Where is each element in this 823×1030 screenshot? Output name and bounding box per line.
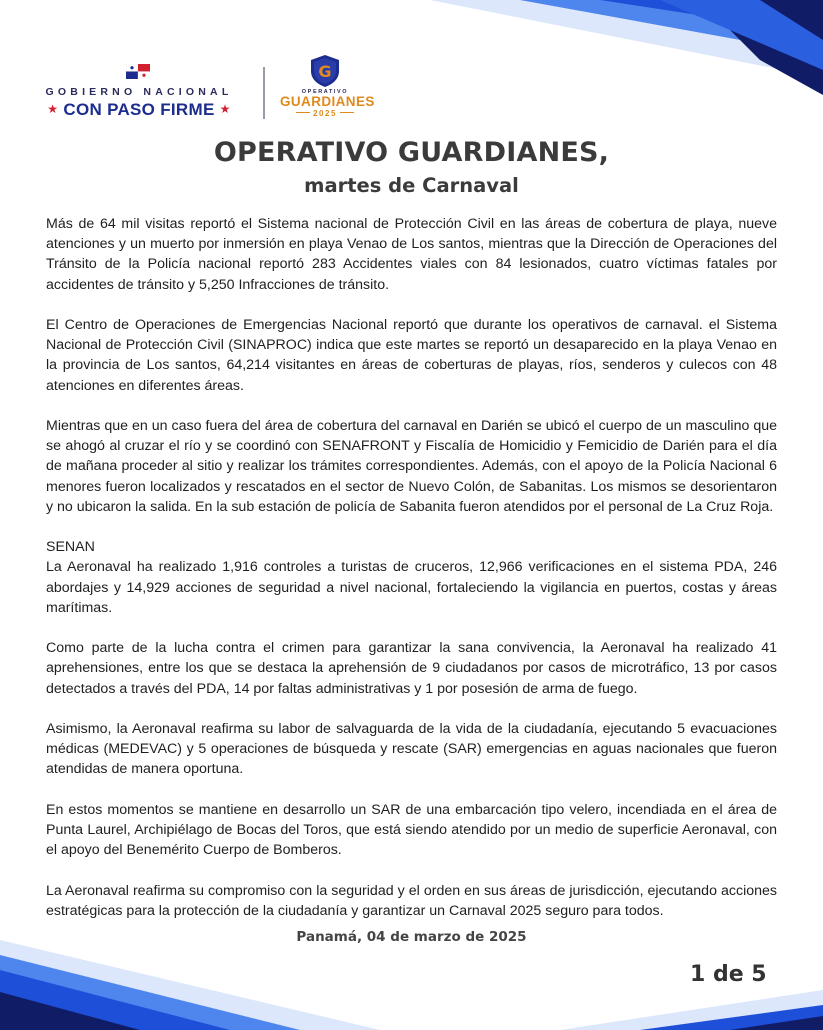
paragraph: Mientras que en un caso fuera del área de cobertura del carnaval en Darién se ubicó el cuerpo de un masculino que se ahogó al cruzar el río y se coordinó con SENAFRONT y Fiscalía de Homicidio y Femicidio de Darién para el día de mañana proceder al sitio y realizar los trámites correspondientes. Además, con el apoyo de la Policía Nacional 6 menores fueron localizados y rescatados en el sector de Nuevo Colón, de Sabanitas. Los mismos se desorientaron y no ubicaron la salida. En la sub estación de policía de Sabanita fueron atendidos por el personal de La Cruz Roja. bbox=[46, 418, 777, 515]
document-body bbox=[46, 214, 777, 941]
shield-icon bbox=[308, 54, 342, 88]
paragraph: El Centro de Operaciones de Emergencias Nacional reportó que durante los operativos de carnaval. el Sistema Nacional de Protección Civil (SINAPROC) indica que este martes se reportó un desaparecido en la playa Venao en la provincia de Los santos, 64,214 visitantes en áreas de coberturas de playas, ríos, senderos y culecos con 48 atenciones en diferentes áreas. bbox=[46, 317, 777, 394]
document-title: OPERATIVO GUARDIANES, bbox=[213, 137, 610, 168]
header bbox=[0, 0, 823, 140]
paragraph: La Aeronaval reafirma su compromiso con la seguridad y el orden en sus áreas de jurisdicción, ejecutando acciones estratégicas para la protección de la ciudadanía y garantizar un Carnaval 2025 seguro para todos. bbox=[46, 882, 777, 919]
gov-line1: GOBIERNO NACIONAL bbox=[45, 86, 233, 98]
page-number: 1 de 5 bbox=[690, 962, 767, 987]
svg-text:G: G bbox=[318, 62, 332, 81]
panama-flag-icon bbox=[126, 64, 150, 79]
paragraph: Asimismo, la Aeronaval reafirma su labor de salvaguarda de la vida de la ciudadanía, ejecutando 5 evacuaciones médicas (MEDEVAC) y 5 operaciones de búsqueda y rescate (SAR) emergencias en aguas nacionales que fueron atendidas de manera oportuna. bbox=[46, 721, 777, 778]
gov-slogan: CON PASO FIRME bbox=[63, 100, 215, 119]
paragraph: Como parte de la lucha contra el crimen para garantizar la sana convivencia, la Aeronaval ha realizado 41 aprehensiones, entre los que se destaca la aprehensión de 9 ciudadanos por casos de microtráfico, 13 por casos detectados a través del PDA, 14 por faltas administrativas y 1 por posesión de arma de fuego. bbox=[46, 640, 777, 697]
og-year bbox=[280, 109, 370, 118]
paragraph: La Aeronaval ha realizado 1,916 controles a turistas de cruceros, 12,966 verificaciones en el sistema PDA, 246 abordajes y 14,929 acciones de seguridad a nivel nacional, fortaleciendo la vigilancia en puertos, costas y áreas marítimas. bbox=[46, 559, 777, 616]
operativo-guardianes-logo bbox=[280, 54, 375, 118]
gov-line2 bbox=[34, 100, 244, 120]
star-icon: ★ bbox=[47, 102, 59, 116]
logo-divider bbox=[263, 67, 265, 119]
paragraph: Más de 64 mil visitas reportó el Sistema nacional de Protección Civil en las áreas de cobertura de playa, nueve atenciones y un muerto por inmersión en playa Venao de Los santos, mientras que la Dirección de Operaciones del Tránsito de la Policía nacional reportó 283 Accidentes viales con 84 lesionados, cuatro víctimas fatales por accidentes de tránsito y 5,250 Infracciones de tránsito. bbox=[46, 216, 777, 293]
gobierno-nacional-logo bbox=[34, 66, 244, 120]
document-date: Panamá, 04 de marzo de 2025 bbox=[296, 929, 527, 945]
section-label: SENAN bbox=[46, 539, 95, 556]
og-small-text: OPERATIVO bbox=[301, 89, 349, 95]
document-subtitle: martes de Carnaval bbox=[304, 174, 519, 197]
og-big-text: GUARDIANES bbox=[280, 94, 375, 109]
paragraph: En estos momentos se mantiene en desarrollo un SAR de una embarcación tipo velero, incendiada en el área de Punta Laurel, Archipiélago de Bocas del Toros, que está siendo atendido por un medio de superficie Aeronaval, con el apoyo del Benemérito Cuerpo de Bomberos. bbox=[46, 801, 777, 859]
star-icon: ★ bbox=[219, 102, 231, 116]
document-title-block bbox=[0, 134, 823, 200]
og-year-text: 2025 bbox=[313, 109, 337, 118]
